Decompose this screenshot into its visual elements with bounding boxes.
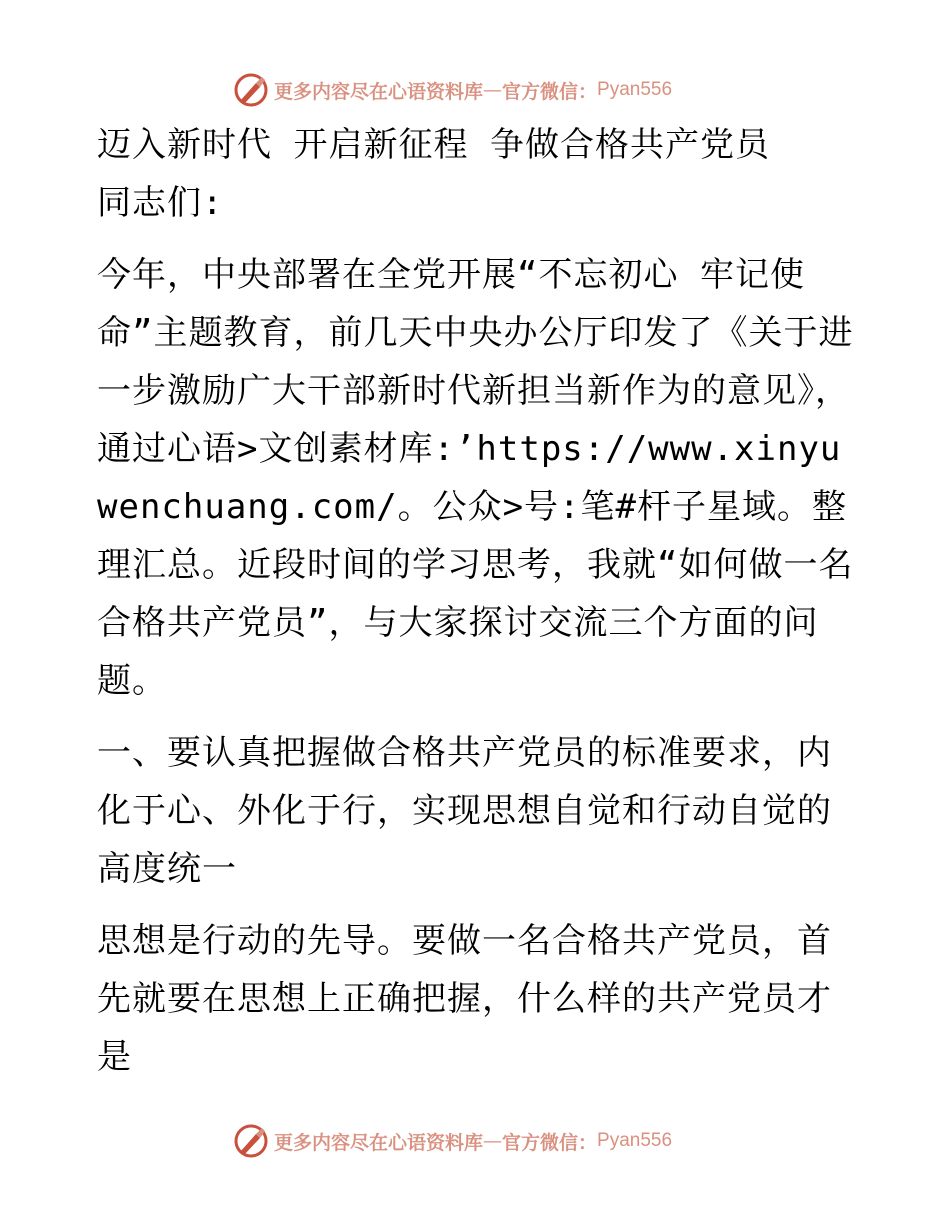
document-body	[97, 116, 857, 1100]
watermark-text: 更多内容尽在心语资料库	[274, 1131, 484, 1154]
watermark-id: Pyan556	[597, 79, 673, 100]
watermark-separator: —	[483, 1130, 503, 1152]
greeting: 同志们:	[97, 183, 224, 223]
pen-seal-icon	[232, 1122, 270, 1160]
header-watermark	[232, 70, 712, 110]
paragraph-intro: 今年，中央部署在全党开展“不忘初心 牢记使命”主题教育，前几天中央办公厅印发了《关于进一步激励广大干部新时代新担当新作为的意见》，通过心语>文创素材库:’https://www.xinyuwenchuang.com/。公众>号:笔#杆子星域。整理汇总。近段时间的学习思考，我就“如何做一名合格共产党员”，与大家探讨交流三个方面的问题。	[97, 255, 854, 701]
watermark-contact: 官方微信：	[502, 1131, 598, 1154]
footer-watermark	[232, 1121, 712, 1161]
document-title: 迈入新时代 开启新征程 争做合格共产党员	[97, 125, 770, 165]
watermark-separator: —	[483, 79, 503, 101]
watermark-text: 更多内容尽在心语资料库	[274, 80, 484, 103]
section-heading-1: 一、要认真把握做合格共产党员的标准要求，内化于心、外化于行，实现思想自觉和行动自觉的高度统一	[97, 733, 832, 889]
watermark-contact: 官方微信：	[502, 80, 598, 103]
watermark-id: Pyan556	[597, 1130, 673, 1151]
pen-seal-icon	[232, 71, 270, 109]
paragraph-section-1: 思想是行动的先导。要做一名合格共产党员，首先就要在思想上正确把握，什么样的共产党员才是	[97, 921, 832, 1077]
